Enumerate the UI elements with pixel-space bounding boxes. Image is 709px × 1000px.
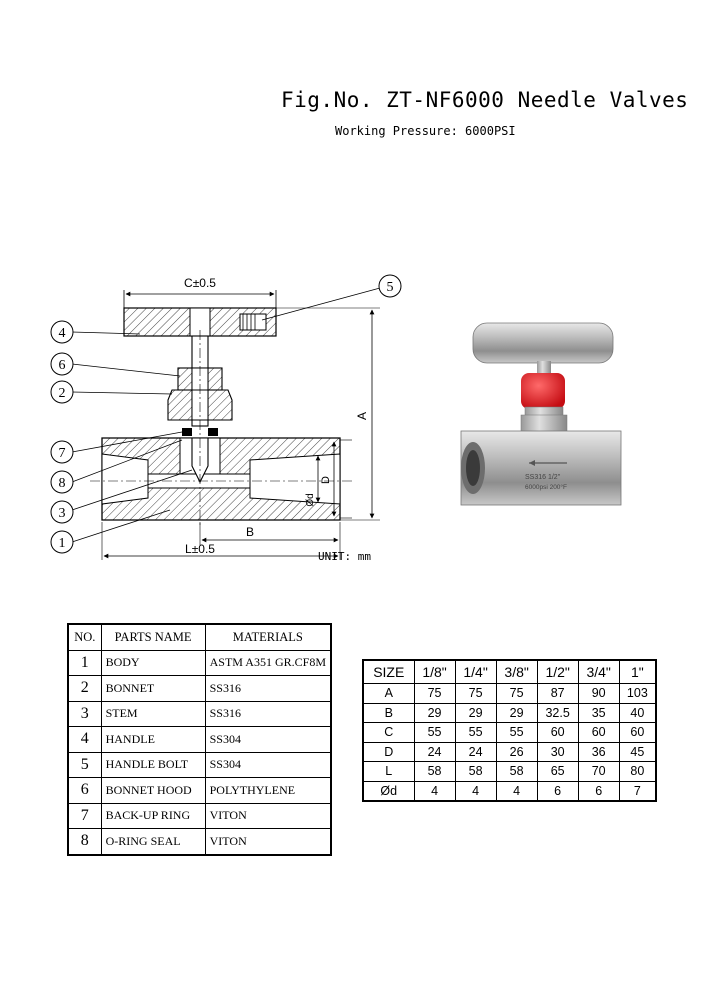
table-row: 2 BONNET SS316 [68,676,331,702]
working-pressure: Working Pressure: 6000PSI [335,124,516,138]
callout-5: 5 [386,280,394,295]
photo-label-size: SS316 1/2" [525,474,561,481]
dim-phid-label: Ød [305,493,316,507]
table-row: 4 HANDLE SS304 [68,727,331,753]
dim-d-label: D [320,476,332,484]
callout-4: 4 [58,326,66,341]
table-row: 7 BACK-UP RING VITON [68,803,331,829]
parts-table [67,623,332,856]
table-row: B 29 29 29 32.5 35 40 [363,703,656,723]
photo-label-rating: 6000psi 200°F [525,484,567,491]
callout-8: 8 [58,476,66,491]
handle-bolt-part [240,314,266,330]
size-dimension-table [362,659,657,802]
page-title: Fig.No. ZT-NF6000 Needle Valves [281,88,689,112]
dim-c-label: C±0.5 [184,276,216,290]
callout-7: 7 [58,446,66,461]
table-row: Ød 4 4 4 6 6 7 [363,781,656,801]
table-row: 8 O-RING SEAL VITON [68,829,331,855]
size-table-header: SIZE 1/8" 1/4" 3/8" 1/2" 3/4" 1" [363,660,656,684]
callout-6: 6 [58,358,66,373]
callout-3: 3 [58,506,66,521]
table-row: 1 BODY ASTM A351 GR.CF8M [68,650,331,676]
table-row: A 75 75 75 87 90 103 [363,684,656,704]
col-no: NO. [68,624,101,650]
table-row: D 24 24 26 30 36 45 [363,742,656,762]
parts-table-header [68,624,331,650]
callout-1: 1 [58,536,66,551]
dim-b-label: B [245,525,255,539]
col-materials: MATERIALS [205,624,331,650]
callout-2: 2 [58,386,66,401]
table-row: 5 HANDLE BOLT SS304 [68,752,331,778]
col-parts-name: PARTS NAME [101,624,205,650]
valve-cross-section-drawing [40,270,410,570]
dim-a-label: A [355,411,369,421]
table-row: 6 BONNET HOOD POLYTHYLENE [68,778,331,804]
table-row: C 55 55 55 60 60 60 [363,723,656,743]
table-row: 3 STEM SS316 [68,701,331,727]
table-row: L 58 58 58 65 70 80 [363,762,656,782]
valve-photo [455,315,630,515]
unit-label: UNIT: mm [318,550,371,563]
dim-l-label: L±0.5 [185,542,215,556]
